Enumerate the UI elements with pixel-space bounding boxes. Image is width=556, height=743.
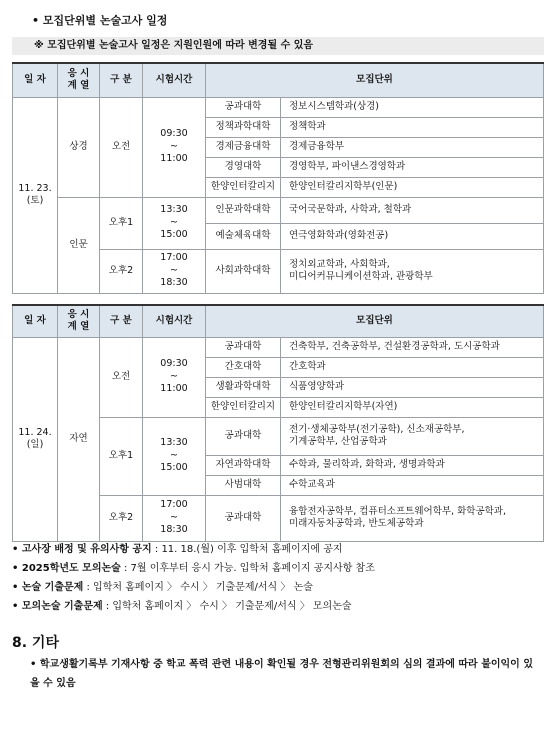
college-cell: 사범대학 [206, 475, 281, 495]
time-cell: 13:30 ~ 15:00 [143, 197, 206, 249]
college-cell: 생활과학대학 [206, 377, 281, 397]
majors-cell: 정보시스템학과(상경) [281, 97, 544, 117]
time-cell: 09:30 ~ 11:00 [143, 97, 206, 197]
time-cell: 17:00 ~ 18:30 [143, 495, 206, 541]
bullet-text: : 7월 이후부터 응시 가능. 입학처 홈페이지 공지사항 참조 [120, 563, 375, 574]
schedule-note: ※ 모집단위별 논술고사 일정은 지원인원에 따라 변경될 수 있음 [12, 37, 544, 55]
majors-cell: 간호학과 [281, 357, 544, 377]
section-8-note: • 학교생활기록부 기재사항 중 학교 폭력 관련 내용이 확인될 경우 전형관리위원회의 심의 결과에 따라 불이익이 있을 수 있음 [30, 659, 533, 689]
college-cell: 간호대학 [206, 357, 281, 377]
bullet-exam-room-notice [12, 543, 343, 557]
college-cell: 공과대학 [206, 417, 281, 455]
majors-cell: 한양인터칼리지학부(인문) [281, 177, 544, 197]
division-cell: 오후2 [100, 495, 143, 541]
schedule-table-nov23 [12, 62, 544, 294]
bullet-label: • 고사장 배정 및 유의사항 공지 [12, 544, 152, 555]
majors-cell: 정책학과 [281, 117, 544, 137]
college-cell: 한양인터칼리지 [206, 177, 281, 197]
header-division: 구 분 [100, 63, 143, 97]
time-cell: 13:30 ~ 15:00 [143, 417, 206, 495]
college-cell: 경영대학 [206, 157, 281, 177]
division-cell: 오전 [100, 97, 143, 197]
date-cell: 11. 24. (일) [13, 337, 58, 541]
header-division: 구 분 [100, 305, 143, 337]
header-units: 모집단위 [206, 63, 544, 97]
majors-cell: 한양인터칼리지학부(자연) [281, 397, 544, 417]
college-cell: 사회과학대학 [206, 249, 281, 293]
division-cell: 오후1 [100, 417, 143, 495]
track-cell: 상경 [58, 97, 100, 197]
majors-cell: 수학과, 물리학과, 화학과, 생명과학과 [281, 455, 544, 475]
division-cell: 오후2 [100, 249, 143, 293]
bullet-past-exams [12, 581, 313, 595]
college-cell: 정책과학대학 [206, 117, 281, 137]
header-track: 응 시 계 열 [58, 305, 100, 337]
bullet-text: : 11. 18.(월) 이후 입학처 홈페이지에 공지 [151, 544, 343, 555]
time-cell: 09:30 ~ 11:00 [143, 337, 206, 417]
college-cell: 인문과학대학 [206, 197, 281, 223]
college-cell: 공과대학 [206, 495, 281, 541]
bullet-text: : 입학처 홈페이지 〉 수시 〉 기출문제/서식 〉 모의논술 [102, 601, 352, 612]
majors-cell: 수학교육과 [281, 475, 544, 495]
schedule-heading: • 모집단위별 논술고사 일정 [32, 14, 168, 27]
bullet-label: • 2025학년도 모의논술 [12, 563, 121, 574]
bullet-mock-essay [12, 562, 375, 576]
time-cell: 17:00 ~ 18:30 [143, 249, 206, 293]
college-cell: 자연과학대학 [206, 455, 281, 475]
majors-cell: 경제금융학부 [281, 137, 544, 157]
division-cell: 오전 [100, 337, 143, 417]
majors-cell: 국어국문학과, 사학과, 철학과 [281, 197, 544, 223]
college-cell: 한양인터칼리지 [206, 397, 281, 417]
majors-cell: 융합전자공학부, 컴퓨터소프트웨어학부, 화학공학과, 미래자동차공학과, 반도체공학과 [281, 495, 544, 541]
division-cell: 오후1 [100, 197, 143, 249]
header-date: 일 자 [13, 63, 58, 97]
majors-cell: 경영학부, 파이낸스경영학과 [281, 157, 544, 177]
bullet-text: : 입학처 홈페이지 〉 수시 〉 기출문제/서식 〉 논술 [83, 582, 313, 593]
college-cell: 공과대학 [206, 97, 281, 117]
majors-cell: 전기·생체공학부(전기공학), 신소재공학부, 기계공학부, 산업공학과 [281, 417, 544, 455]
college-cell: 예술체육대학 [206, 223, 281, 249]
header-track: 응 시 계 열 [58, 63, 100, 97]
header-time: 시험시간 [143, 305, 206, 337]
college-cell: 경제금융대학 [206, 137, 281, 157]
section-8-title: 8. 기타 [12, 635, 59, 651]
majors-cell: 정치외교학과, 사회학과, 미디어커뮤니케이션학과, 관광학부 [281, 249, 544, 293]
header-units: 모집단위 [206, 305, 544, 337]
schedule-table-nov24 [12, 304, 544, 542]
college-cell: 공과대학 [206, 337, 281, 357]
majors-cell: 건축학부, 건축공학부, 건설환경공학과, 도시공학과 [281, 337, 544, 357]
majors-cell: 식품영양학과 [281, 377, 544, 397]
date-cell: 11. 23. (토) [13, 97, 58, 293]
header-time: 시험시간 [143, 63, 206, 97]
majors-cell: 연극영화학과(영화전공) [281, 223, 544, 249]
bullet-label: • 논술 기출문제 [12, 582, 84, 593]
bullet-label: • 모의논술 기출문제 [12, 601, 103, 612]
header-date: 일 자 [13, 305, 58, 337]
bullet-mock-past-exams [12, 600, 352, 614]
track-cell: 인문 [58, 197, 100, 293]
track-cell: 자연 [58, 337, 100, 541]
